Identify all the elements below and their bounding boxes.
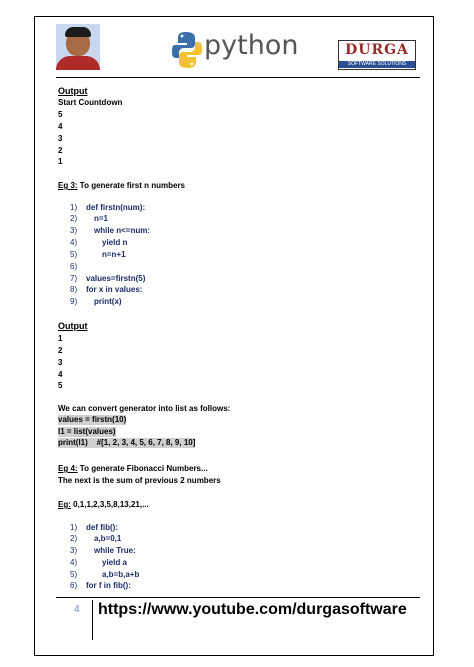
convert-code-line: values = firstn(10) — [58, 415, 127, 424]
output-line: 1 — [58, 334, 63, 343]
output-line: 5 — [58, 110, 63, 119]
output-line: 2 — [58, 146, 63, 155]
line-number: 2) — [70, 214, 78, 223]
line-number: 1) — [70, 203, 78, 212]
output-line: 5 — [58, 381, 63, 390]
code-line: def fib(): — [86, 523, 118, 532]
line-number: 5) — [70, 250, 78, 259]
footer-divider — [56, 597, 420, 598]
output-line: Start Countdown — [58, 98, 123, 107]
output-line: 3 — [58, 134, 63, 143]
page-number: 4 — [74, 604, 80, 615]
convert-code-line: l1 = list(values) — [58, 427, 116, 436]
code-line: yield n — [102, 238, 128, 247]
example-3-text: To generate first n numbers — [79, 181, 185, 190]
code-line: while n<=num: — [94, 226, 151, 235]
code-line: n=n+1 — [102, 250, 126, 259]
line-number: 8) — [70, 285, 78, 294]
convert-intro: We can convert generator into list as follows: — [58, 404, 231, 413]
line-number: 3) — [70, 546, 78, 555]
output-heading: Output — [58, 86, 88, 96]
python-logo-icon — [172, 30, 202, 70]
python-wordmark: python — [204, 30, 299, 61]
code-line: for f in fib(): — [86, 581, 131, 590]
output-line: 2 — [58, 346, 63, 355]
line-number: 3) — [70, 226, 78, 235]
footer-vertical-divider — [92, 600, 93, 640]
example-3-label: Eg 3: — [58, 181, 78, 190]
output-line: 3 — [58, 358, 63, 367]
code-line: for x in values: — [86, 285, 143, 294]
header-divider — [56, 77, 420, 78]
code-line: def firstn(num): — [86, 203, 146, 212]
example-4-sequence — [58, 500, 149, 510]
output-line: 4 — [58, 370, 63, 379]
code-line: print(x) — [94, 297, 122, 306]
author-photo — [56, 24, 100, 70]
line-number: 2) — [70, 534, 78, 543]
output-heading: Output — [58, 321, 88, 331]
output-line: 4 — [58, 122, 63, 131]
durga-logo — [338, 40, 416, 70]
example-4-subtitle: The next is the sum of previous 2 numbers — [58, 476, 221, 485]
durga-logo-title: DURGA — [345, 42, 409, 58]
convert-code-line: print(l1) #[1, 2, 3, 4, 5, 6, 7, 8, 9, 10] — [58, 438, 196, 447]
youtube-link[interactable]: https://www.youtube.com/durgasoftware — [98, 601, 407, 618]
code-line: a,b=b,a+b — [102, 570, 140, 579]
code-line: a,b=0,1 — [94, 534, 122, 543]
line-number: 4) — [70, 558, 78, 567]
line-number: 9) — [70, 297, 78, 306]
code-line: yield a — [102, 558, 127, 567]
durga-logo-subtitle: SOFTWARE SOLUTIONS — [339, 61, 415, 68]
example-4-label: Eg 4: — [58, 464, 78, 473]
line-number: 6) — [70, 262, 78, 271]
output-line: 1 — [58, 157, 63, 166]
example-3-title — [58, 181, 185, 191]
line-number: 7) — [70, 274, 78, 283]
sequence-text: 0,1,1,2,3,5,8,13,21,... — [73, 500, 149, 509]
line-number: 1) — [70, 523, 78, 532]
example-4-text: To generate Fibonacci Numbers... — [79, 464, 208, 473]
sequence-label: Eg: — [58, 500, 71, 509]
line-number: 4) — [70, 238, 78, 247]
code-line: while True: — [94, 546, 136, 555]
example-4-title — [58, 464, 208, 474]
line-number: 6) — [70, 581, 78, 590]
code-line: n=1 — [94, 214, 109, 223]
code-line: values=firstn(5) — [86, 274, 146, 283]
line-number: 5) — [70, 570, 78, 579]
document-page — [34, 16, 434, 656]
